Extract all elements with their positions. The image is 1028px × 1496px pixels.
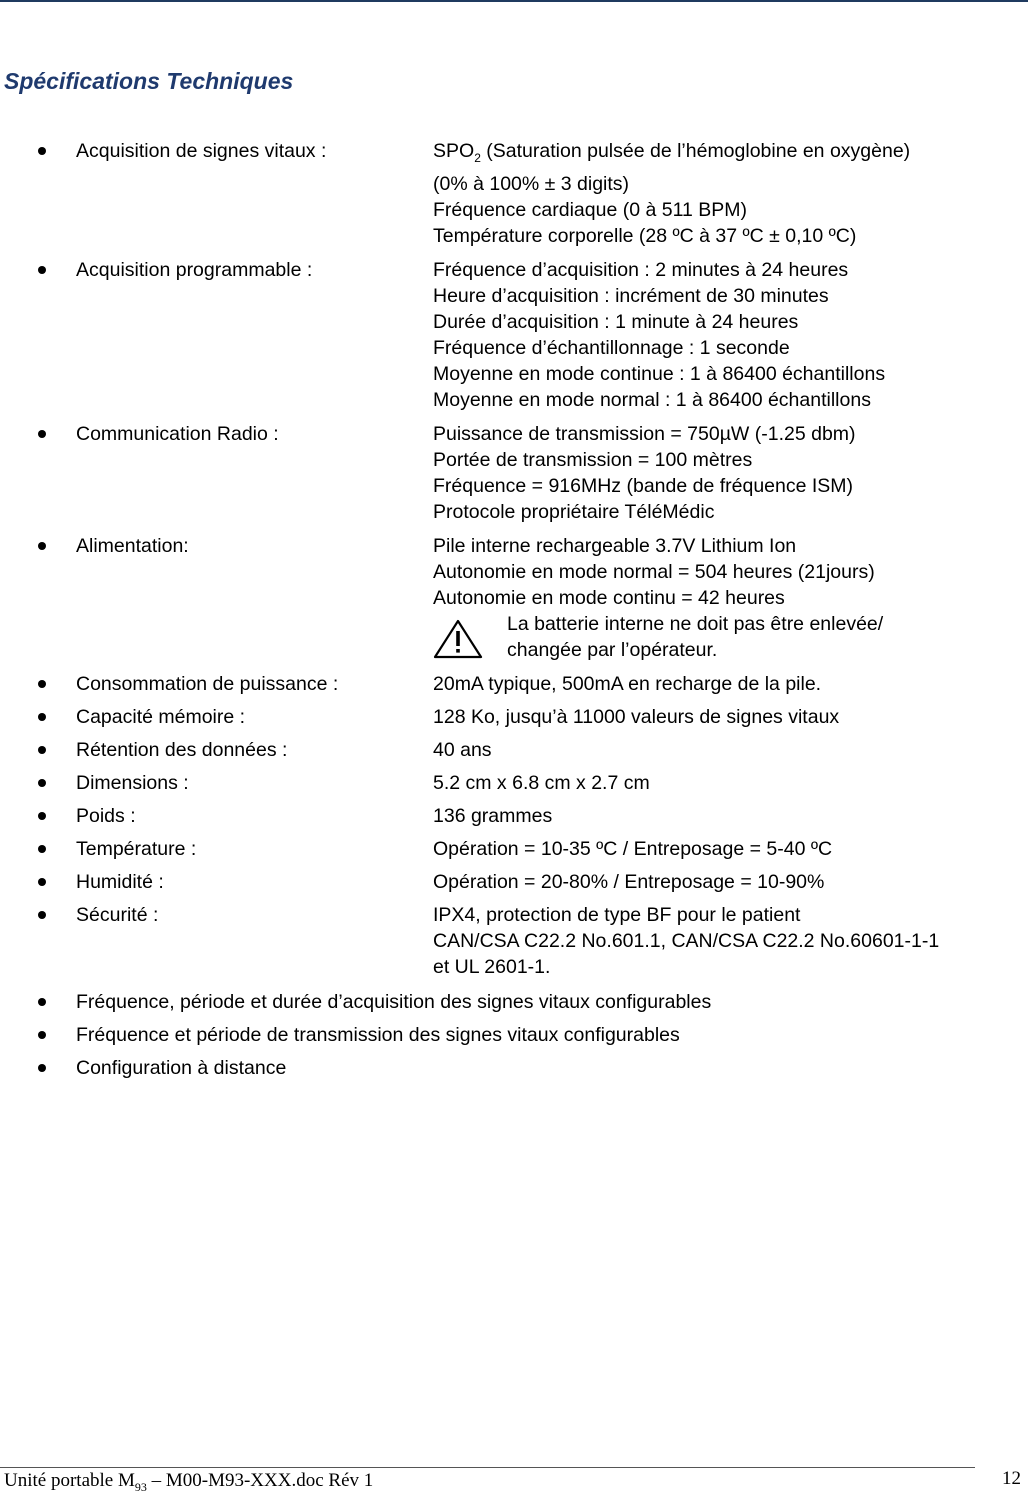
- spec-list: [0, 138, 1028, 1088]
- spec-value: Autonomie en mode normal = 504 heures (21jours): [433, 560, 875, 583]
- spec-values: [433, 770, 1028, 796]
- spec-value: Moyenne en mode normal : 1 à 86400 échantillons: [433, 388, 871, 411]
- footer-suffix: – M00-M93-XXX.doc Rév 1: [146, 1470, 374, 1491]
- spec-label: Capacité mémoire :: [76, 705, 246, 728]
- spec-row-power: [0, 533, 1028, 663]
- spec-values: [433, 737, 1028, 763]
- spec-label: Sécurité :: [76, 903, 159, 926]
- bullet-icon: [38, 1031, 46, 1039]
- bullet-icon: [38, 542, 46, 550]
- spec-label: Dimensions :: [76, 771, 189, 794]
- warning-line: changée par l’opérateur.: [507, 638, 718, 661]
- spec-row-humidity: [0, 869, 1028, 895]
- bullet-icon: [38, 430, 46, 438]
- spec-label: Acquisition programmable :: [76, 258, 313, 281]
- bullet-icon: [38, 746, 46, 754]
- spec-value: Moyenne en mode continue : 1 à 86400 échantillons: [433, 362, 886, 385]
- spec-values: [433, 671, 1028, 697]
- spec-row-vital-signs: [0, 138, 1028, 249]
- spec-values: [433, 138, 1028, 249]
- spec-value: Fréquence d’échantillonnage : 1 seconde: [433, 336, 790, 359]
- spec-value: Fréquence = 916MHz (bande de fréquence ISM): [433, 474, 854, 497]
- footer-rule: [0, 1467, 975, 1468]
- spec-value: Heure d’acquisition : incrément de 30 minutes: [433, 284, 829, 307]
- spec-row-weight: [0, 803, 1028, 829]
- spec-label: Température :: [76, 837, 197, 860]
- spec-values: [433, 869, 1028, 895]
- spo-text: SPO: [433, 140, 475, 162]
- spec-value: Fréquence cardiaque (0 à 511 BPM): [433, 198, 747, 221]
- spec-row-temperature: [0, 836, 1028, 862]
- spec-row-safety: [0, 902, 1028, 980]
- bullet-icon: [38, 998, 46, 1006]
- spec-values: [433, 902, 1028, 980]
- spec-label: Humidité :: [76, 870, 164, 893]
- spec-row-retention: [0, 737, 1028, 763]
- feature-text: Configuration à distance: [76, 1056, 287, 1079]
- spec-value: 128 Ko, jusqu’à 11000 valeurs de signes vitaux: [433, 705, 840, 728]
- bullet-icon: [38, 1064, 46, 1072]
- footer-prefix: Unité portable M: [4, 1470, 135, 1491]
- spec-row-programmable: [0, 257, 1028, 413]
- bullet-icon: [38, 713, 46, 721]
- warning-triangle-icon: [433, 619, 483, 659]
- spec-value: Durée d’acquisition : 1 minute à 24 heures: [433, 310, 799, 333]
- spo-description: (Saturation pulsée de l’hémoglobine en oxygène): [480, 140, 911, 162]
- bullet-icon: [38, 147, 46, 155]
- spec-value: Opération = 10-35 ºC / Entreposage = 5-40 ºC: [433, 837, 833, 860]
- spec-values: [433, 836, 1028, 862]
- top-rule: [0, 0, 1028, 2]
- spec-value: Portée de transmission = 100 mètres: [433, 448, 753, 471]
- spec-label: Rétention des données :: [76, 738, 288, 761]
- spo-subscript: 2: [474, 150, 481, 165]
- spec-value: Opération = 20-80% / Entreposage = 10-90%: [433, 870, 825, 893]
- spec-value: [433, 138, 1028, 171]
- feature-item: [0, 989, 1028, 1015]
- spec-row-memory: [0, 704, 1028, 730]
- spec-values: [433, 257, 1028, 413]
- spec-value: Autonomie en mode continu = 42 heures: [433, 586, 785, 609]
- spec-value: CAN/CSA C22.2 No.601.1, CAN/CSA C22.2 No.60601-1-1: [433, 929, 940, 952]
- spec-value: Pile interne rechargeable 3.7V Lithium Ion: [433, 534, 797, 557]
- spec-values: [433, 421, 1028, 525]
- spec-value: Puissance de transmission = 750µW (-1.25 dbm): [433, 422, 856, 445]
- warning-line: La batterie interne ne doit pas être enlevée/: [507, 612, 884, 635]
- spec-label: Consommation de puissance :: [76, 672, 339, 695]
- spec-value: 5.2 cm x 6.8 cm x 2.7 cm: [433, 771, 650, 794]
- feature-text: Fréquence et période de transmission des signes vitaux configurables: [76, 1023, 680, 1046]
- spec-value: Fréquence d’acquisition : 2 minutes à 24 heures: [433, 258, 849, 281]
- bullet-icon: [38, 779, 46, 787]
- footer-subscript: 93: [134, 1479, 147, 1494]
- warning-text: [507, 611, 883, 663]
- bullet-icon: [38, 845, 46, 853]
- spec-row-dimensions: [0, 770, 1028, 796]
- bullet-icon: [38, 911, 46, 919]
- spec-values: [433, 803, 1028, 829]
- spec-value: et UL 2601-1.: [433, 955, 551, 978]
- battery-warning: [433, 611, 1028, 663]
- bullet-icon: [38, 266, 46, 274]
- spec-row-radio: [0, 421, 1028, 525]
- spec-values: [433, 533, 1028, 663]
- spec-label: Alimentation:: [76, 534, 189, 557]
- spec-value: Protocole propriétaire TéléMédic: [433, 500, 715, 523]
- spec-label: Acquisition de signes vitaux :: [76, 140, 327, 162]
- feature-text: Fréquence, période et durée d’acquisition des signes vitaux configurables: [76, 990, 712, 1013]
- feature-item: [0, 1022, 1028, 1048]
- spec-value: Température corporelle (28 ºC à 37 ºC ± 0,10 ºC): [433, 224, 857, 247]
- feature-item: [0, 1055, 1028, 1081]
- spec-row-consumption: [0, 671, 1028, 697]
- spec-value: (0% à 100% ± 3 digits): [433, 172, 630, 195]
- spec-label: Poids :: [76, 804, 136, 827]
- page-number: 12: [1002, 1468, 1021, 1489]
- spec-values: [433, 704, 1028, 730]
- bullet-icon: [38, 812, 46, 820]
- page-title: Spécifications Techniques: [4, 68, 294, 94]
- spec-value: 136 grammes: [433, 804, 553, 827]
- spec-label: Communication Radio :: [76, 422, 279, 445]
- bullet-icon: [38, 680, 46, 688]
- footer-document-name: [4, 1470, 373, 1495]
- spec-value: IPX4, protection de type BF pour le patient: [433, 903, 801, 926]
- spec-value: 20mA typique, 500mA en recharge de la pile.: [433, 672, 822, 695]
- spec-value: 40 ans: [433, 738, 492, 761]
- bullet-icon: [38, 878, 46, 886]
